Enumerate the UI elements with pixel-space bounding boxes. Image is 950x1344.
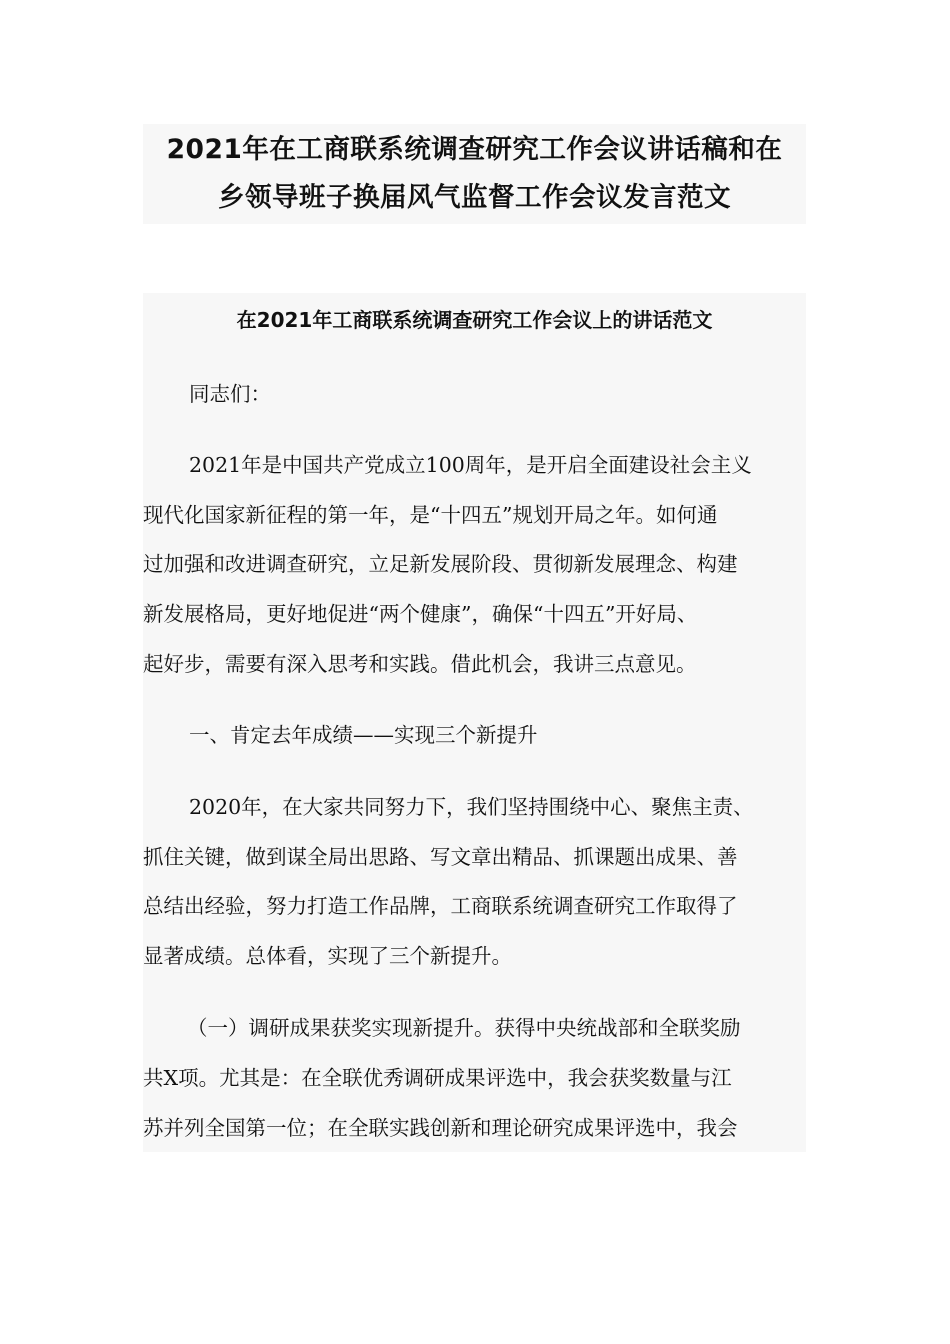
- title-line-1: 2021年在工商联系统调查研究工作会议讲话稿和在: [166, 134, 783, 165]
- paragraph-line: 共X项。尤其是：在全联优秀调研成果评选中，我会获奖数量与江: [143, 1066, 732, 1090]
- paragraph-line: 抓住关键，做到谋全局出思路、写文章出精品、抓课题出成果、善: [143, 845, 738, 869]
- paragraph-line: 2021年是中国共产党成立100周年，是开启全面建设社会主义: [189, 453, 752, 477]
- paragraph-line: 起好步，需要有深入思考和实践。借此机会，我讲三点意见。: [143, 652, 697, 676]
- paragraph-line: 2020年，在大家共同努力下，我们坚持围绕中心、聚焦主责、: [189, 795, 754, 819]
- paragraph-line: 现代化国家新征程的第一年，是“十四五”规划开局之年。如何通: [143, 503, 718, 527]
- speech-subtitle: 在2021年工商联系统调查研究工作会议上的讲话范文: [236, 308, 713, 332]
- title-line-2: 乡领导班子换届风气监督工作会议发言范文: [218, 182, 731, 213]
- salutation: 同志们：: [189, 382, 271, 406]
- paragraph-line: 过加强和改进调查研究，立足新发展阶段、贯彻新发展理念、构建: [143, 552, 738, 576]
- paragraph-line: 苏并列全国第一位；在全联实践创新和理论研究成果评选中，我会: [143, 1116, 738, 1140]
- paragraph-line: （一）调研成果获奖实现新提升。获得中央统战部和全联奖励: [187, 1016, 741, 1040]
- paragraph-line: 总结出经验，努力打造工作品牌，工商联系统调查研究工作取得了: [143, 894, 738, 918]
- paragraph-line: 新发展格局，更好地促进“两个健康”，确保“十四五”开好局、: [143, 602, 698, 626]
- paragraph-line: 显著成绩。总体看，实现了三个新提升。: [143, 944, 512, 968]
- document-title: [143, 124, 806, 224]
- document-body: [143, 293, 806, 1152]
- section-heading: 一、肯定去年成绩——实现三个新提升: [189, 723, 538, 747]
